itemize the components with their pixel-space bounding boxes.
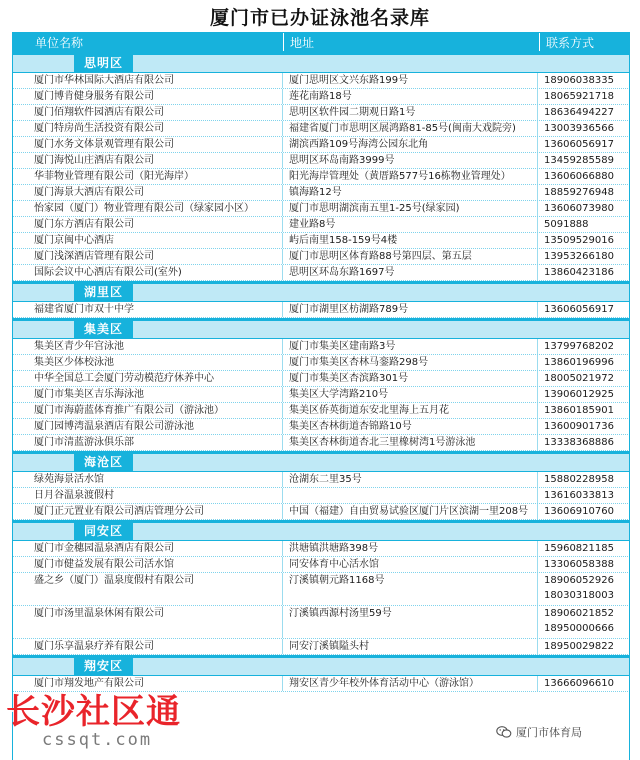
cell-address	[282, 488, 538, 503]
cell-contact	[538, 169, 630, 184]
section-label: 翔安区	[74, 658, 133, 675]
table-row	[12, 541, 630, 557]
cell-contact	[538, 472, 630, 487]
phone-number: 13338368886	[544, 437, 614, 448]
cell-address: 集美区大学湾路210号	[282, 387, 538, 402]
cell-name: 厦门浅深酒店管理有限公司	[34, 251, 154, 262]
header-address: 地址	[283, 33, 539, 51]
section-label: 湖里区	[74, 284, 133, 301]
phone-number: 13606910760	[544, 506, 614, 517]
cell-name: 中华全国总工会厦门劳动模范疗休养中心	[34, 373, 214, 384]
cell-address: 同安体育中心活水馆	[282, 557, 538, 572]
cell-address: 阳光海岸管理处（黄厝路577号16栋物业管理处）	[282, 169, 538, 184]
cell-address: 厦门市思明区体育路88号第四层、第五层	[282, 249, 538, 264]
cell-name: 厦门京闽中心酒店	[34, 235, 114, 246]
table-header	[12, 32, 630, 52]
table-row	[12, 435, 630, 451]
table-row	[12, 302, 630, 318]
cell-name: 厦门园博湾温泉酒店有限公司游泳池	[34, 421, 194, 432]
phone-number: 13860196996	[544, 357, 614, 368]
phone-number: 18906038335	[544, 75, 614, 86]
cell-name: 厦门市健益发展有限公司活水馆	[34, 559, 174, 570]
phone-number: 18005021972	[544, 373, 614, 384]
phone-number: 13306058388	[544, 559, 614, 570]
table-row	[12, 121, 630, 137]
cell-address: 屿后南里158-159号4楼	[282, 233, 538, 248]
cell-name: 日月谷温泉渡假村	[34, 490, 114, 501]
cell-contact	[538, 419, 630, 434]
cell-address: 建业路8号	[282, 217, 538, 232]
cell-address: 集美区杏林街道杏北三里橡树湾1号游泳池	[282, 435, 538, 450]
cell-address: 厦门市思明湖滨南五里1-25号(绿家园)	[282, 201, 538, 216]
table-row	[12, 73, 630, 89]
section-label: 海沧区	[74, 454, 133, 471]
cell-name: 厦门海景大酒店有限公司	[34, 187, 144, 198]
cell-name: 厦门市金穗园温泉酒店有限公司	[34, 543, 174, 554]
phone-number: 13606073980	[544, 203, 614, 214]
cell-contact	[538, 435, 630, 450]
cell-contact	[538, 185, 630, 200]
phone-number: 18950000666	[544, 623, 614, 634]
cell-address: 厦门市集美区杏林马銮路298号	[282, 355, 538, 370]
cell-address: 镇海路12号	[282, 185, 538, 200]
cell-address: 厦门市集美区杏滨路301号	[282, 371, 538, 386]
cell-address: 集美区侨英街道东安北里海上五月花	[282, 403, 538, 418]
phone-number: 18065921718	[544, 91, 614, 102]
cell-contact	[538, 371, 630, 386]
pool-directory-table	[12, 32, 630, 692]
cell-address: 沧湖东二里35号	[282, 472, 538, 487]
cell-contact	[538, 265, 630, 280]
cell-address: 莲花南路18号	[282, 89, 538, 104]
cell-name: 厦门市集美区吉乐海泳池	[34, 389, 144, 400]
table-row	[12, 639, 630, 655]
cell-contact	[538, 153, 630, 168]
cell-contact	[538, 89, 630, 104]
cell-contact	[538, 355, 630, 370]
cell-contact	[538, 488, 630, 503]
section-header	[12, 318, 630, 339]
cell-address: 洪塘镇洪塘路398号	[282, 541, 538, 556]
cell-contact	[538, 387, 630, 402]
phone-number: 13616033813	[544, 490, 614, 501]
cell-contact	[538, 249, 630, 264]
cell-name: 盛之乡（厦门）温泉度假村有限公司	[34, 575, 194, 586]
cell-name: 厦门市海蔚蓝体育推广有限公司（游泳池）	[34, 405, 224, 416]
phone-number: 15880228958	[544, 474, 614, 485]
table-row	[12, 169, 630, 185]
cell-contact	[538, 339, 630, 354]
phone-number: 13459285589	[544, 155, 614, 166]
table-row	[12, 606, 630, 639]
cell-address: 汀溪镇朝元路1168号	[282, 573, 538, 605]
cell-contact	[538, 121, 630, 136]
cell-address: 厦门市集美区建南路3号	[282, 339, 538, 354]
cell-contact	[538, 606, 630, 638]
phone-number: 5091888	[544, 219, 589, 230]
section-header	[12, 281, 630, 302]
cell-address: 思明区软件园二期观日路1号	[282, 105, 538, 120]
cell-name: 厦门市汤里温泉休闲有限公司	[34, 608, 164, 619]
watermark-left-url: cssqt.com	[42, 730, 153, 750]
table-row	[12, 387, 630, 403]
section-label: 同安区	[74, 523, 133, 540]
header-contact: 联系方式	[539, 33, 629, 51]
cell-contact	[538, 137, 630, 152]
cell-contact	[538, 201, 630, 216]
cell-name: 厦门市华林国际大酒店有限公司	[34, 75, 174, 86]
table-row	[12, 89, 630, 105]
cell-name: 厦门海悦山庄酒店有限公司	[34, 155, 154, 166]
phone-number: 13860185901	[544, 405, 614, 416]
phone-number: 13606056917	[544, 139, 614, 150]
cell-contact	[538, 217, 630, 232]
cell-name: 绿苑海景活水馆	[34, 474, 104, 485]
cell-address: 思明区环岛东路1697号	[282, 265, 538, 280]
page-title: 厦门市已办证泳池名录库	[209, 7, 430, 29]
section-header	[12, 520, 630, 541]
cell-contact	[538, 504, 630, 519]
cell-contact	[538, 403, 630, 418]
cell-name: 集美区青少年宫泳池	[34, 341, 124, 352]
section-header	[12, 52, 630, 73]
table-row	[12, 557, 630, 573]
table-row	[12, 201, 630, 217]
cell-address: 厦门思明区文兴东路199号	[282, 73, 538, 88]
cell-name: 国际会议中心酒店有限公司(室外)	[34, 267, 182, 278]
phone-number: 13606066880	[544, 171, 614, 182]
table-row	[12, 488, 630, 504]
cell-address: 厦门市湖里区枋湖路789号	[282, 302, 538, 317]
table-row	[12, 265, 630, 281]
cell-address: 思明区环岛南路3999号	[282, 153, 538, 168]
watermark-left	[2, 690, 222, 756]
phone-number: 13600901736	[544, 421, 614, 432]
phone-number: 18906021852	[544, 608, 614, 619]
cell-name: 厦门特房尚生活投资有限公司	[34, 123, 164, 134]
watermark-right	[496, 722, 582, 742]
cell-contact	[538, 302, 630, 317]
cell-contact	[538, 73, 630, 88]
phone-number: 18906052926	[544, 575, 614, 586]
table-row	[12, 153, 630, 169]
table-row	[12, 137, 630, 153]
table-row	[12, 504, 630, 520]
cell-contact	[538, 233, 630, 248]
table-body	[12, 52, 630, 692]
cell-address: 翔安区青少年校外体育活动中心（游泳馆）	[282, 676, 538, 691]
watermark-right-text: 厦门市体育局	[516, 726, 582, 739]
watermark-left-title: 长沙社区通	[6, 692, 181, 732]
cell-contact	[538, 573, 630, 605]
table-row	[12, 185, 630, 201]
table-row	[12, 249, 630, 265]
cell-name: 怡家园（厦门）物业管理有限公司（绿家园小区）	[34, 203, 254, 214]
section-header	[12, 655, 630, 676]
phone-number: 13003936566	[544, 123, 614, 134]
table-row	[12, 419, 630, 435]
cell-name: 厦门乐享温泉疗养有限公司	[34, 641, 154, 652]
phone-number: 13799768202	[544, 341, 614, 352]
wechat-icon	[496, 724, 512, 740]
table-row	[12, 573, 630, 606]
cell-address: 中国（福建）自由贸易试验区厦门片区滨湖一里208号	[282, 504, 538, 519]
cell-contact	[538, 639, 630, 654]
header-name: 单位名称	[35, 36, 84, 50]
cell-name: 厦门博肯健身服务有限公司	[34, 91, 154, 102]
cell-name: 厦门正元置业有限公司酒店管理分公司	[34, 506, 204, 517]
phone-number: 13906012925	[544, 389, 614, 400]
phone-number: 13860423186	[544, 267, 614, 278]
cell-name: 集美区少体校泳池	[34, 357, 114, 368]
cell-name: 厦门东方酒店有限公司	[34, 219, 134, 230]
phone-number: 18859276948	[544, 187, 614, 198]
table-row	[12, 371, 630, 387]
phone-number: 18950029822	[544, 641, 614, 652]
table-row	[12, 339, 630, 355]
phone-number: 18030318003	[544, 590, 614, 601]
table-row	[12, 355, 630, 371]
cell-address: 同安汀溪镇隘头村	[282, 639, 538, 654]
phone-number: 13953266180	[544, 251, 614, 262]
cell-address: 集美区杏林街道杏锦路10号	[282, 419, 538, 434]
cell-name: 厦门佰翔软件园酒店有限公司	[34, 107, 164, 118]
phone-number: 18636494227	[544, 107, 614, 118]
phone-number: 15960821185	[544, 543, 614, 554]
cell-contact	[538, 676, 630, 691]
cell-address: 湖滨西路109号海湾公园东北角	[282, 137, 538, 152]
phone-number: 13666096610	[544, 678, 614, 689]
cell-contact	[538, 541, 630, 556]
cell-name: 厦门市清蓝游泳俱乐部	[34, 437, 134, 448]
phone-number: 13606056917	[544, 304, 614, 315]
table-row	[12, 217, 630, 233]
table-row	[12, 403, 630, 419]
section-header	[12, 451, 630, 472]
cell-contact	[538, 105, 630, 120]
table-row	[12, 233, 630, 249]
table-row	[12, 105, 630, 121]
section-label: 思明区	[74, 55, 133, 72]
cell-address: 福建省厦门市思明区展鸿路81-85号(闽南大戏院旁)	[282, 121, 538, 136]
cell-address: 汀溪镇西源村汤里59号	[282, 606, 538, 638]
table-row	[12, 472, 630, 488]
section-label: 集美区	[74, 321, 133, 338]
cell-name: 福建省厦门市双十中学	[34, 304, 134, 315]
cell-name: 厦门市翔发地产有限公司	[34, 678, 144, 689]
cell-contact	[538, 557, 630, 572]
cell-name: 华菲物业管理有限公司（阳光海岸）	[34, 171, 194, 182]
cell-name: 厦门水务文体景观管理有限公司	[34, 139, 174, 150]
phone-number: 13509529016	[544, 235, 614, 246]
